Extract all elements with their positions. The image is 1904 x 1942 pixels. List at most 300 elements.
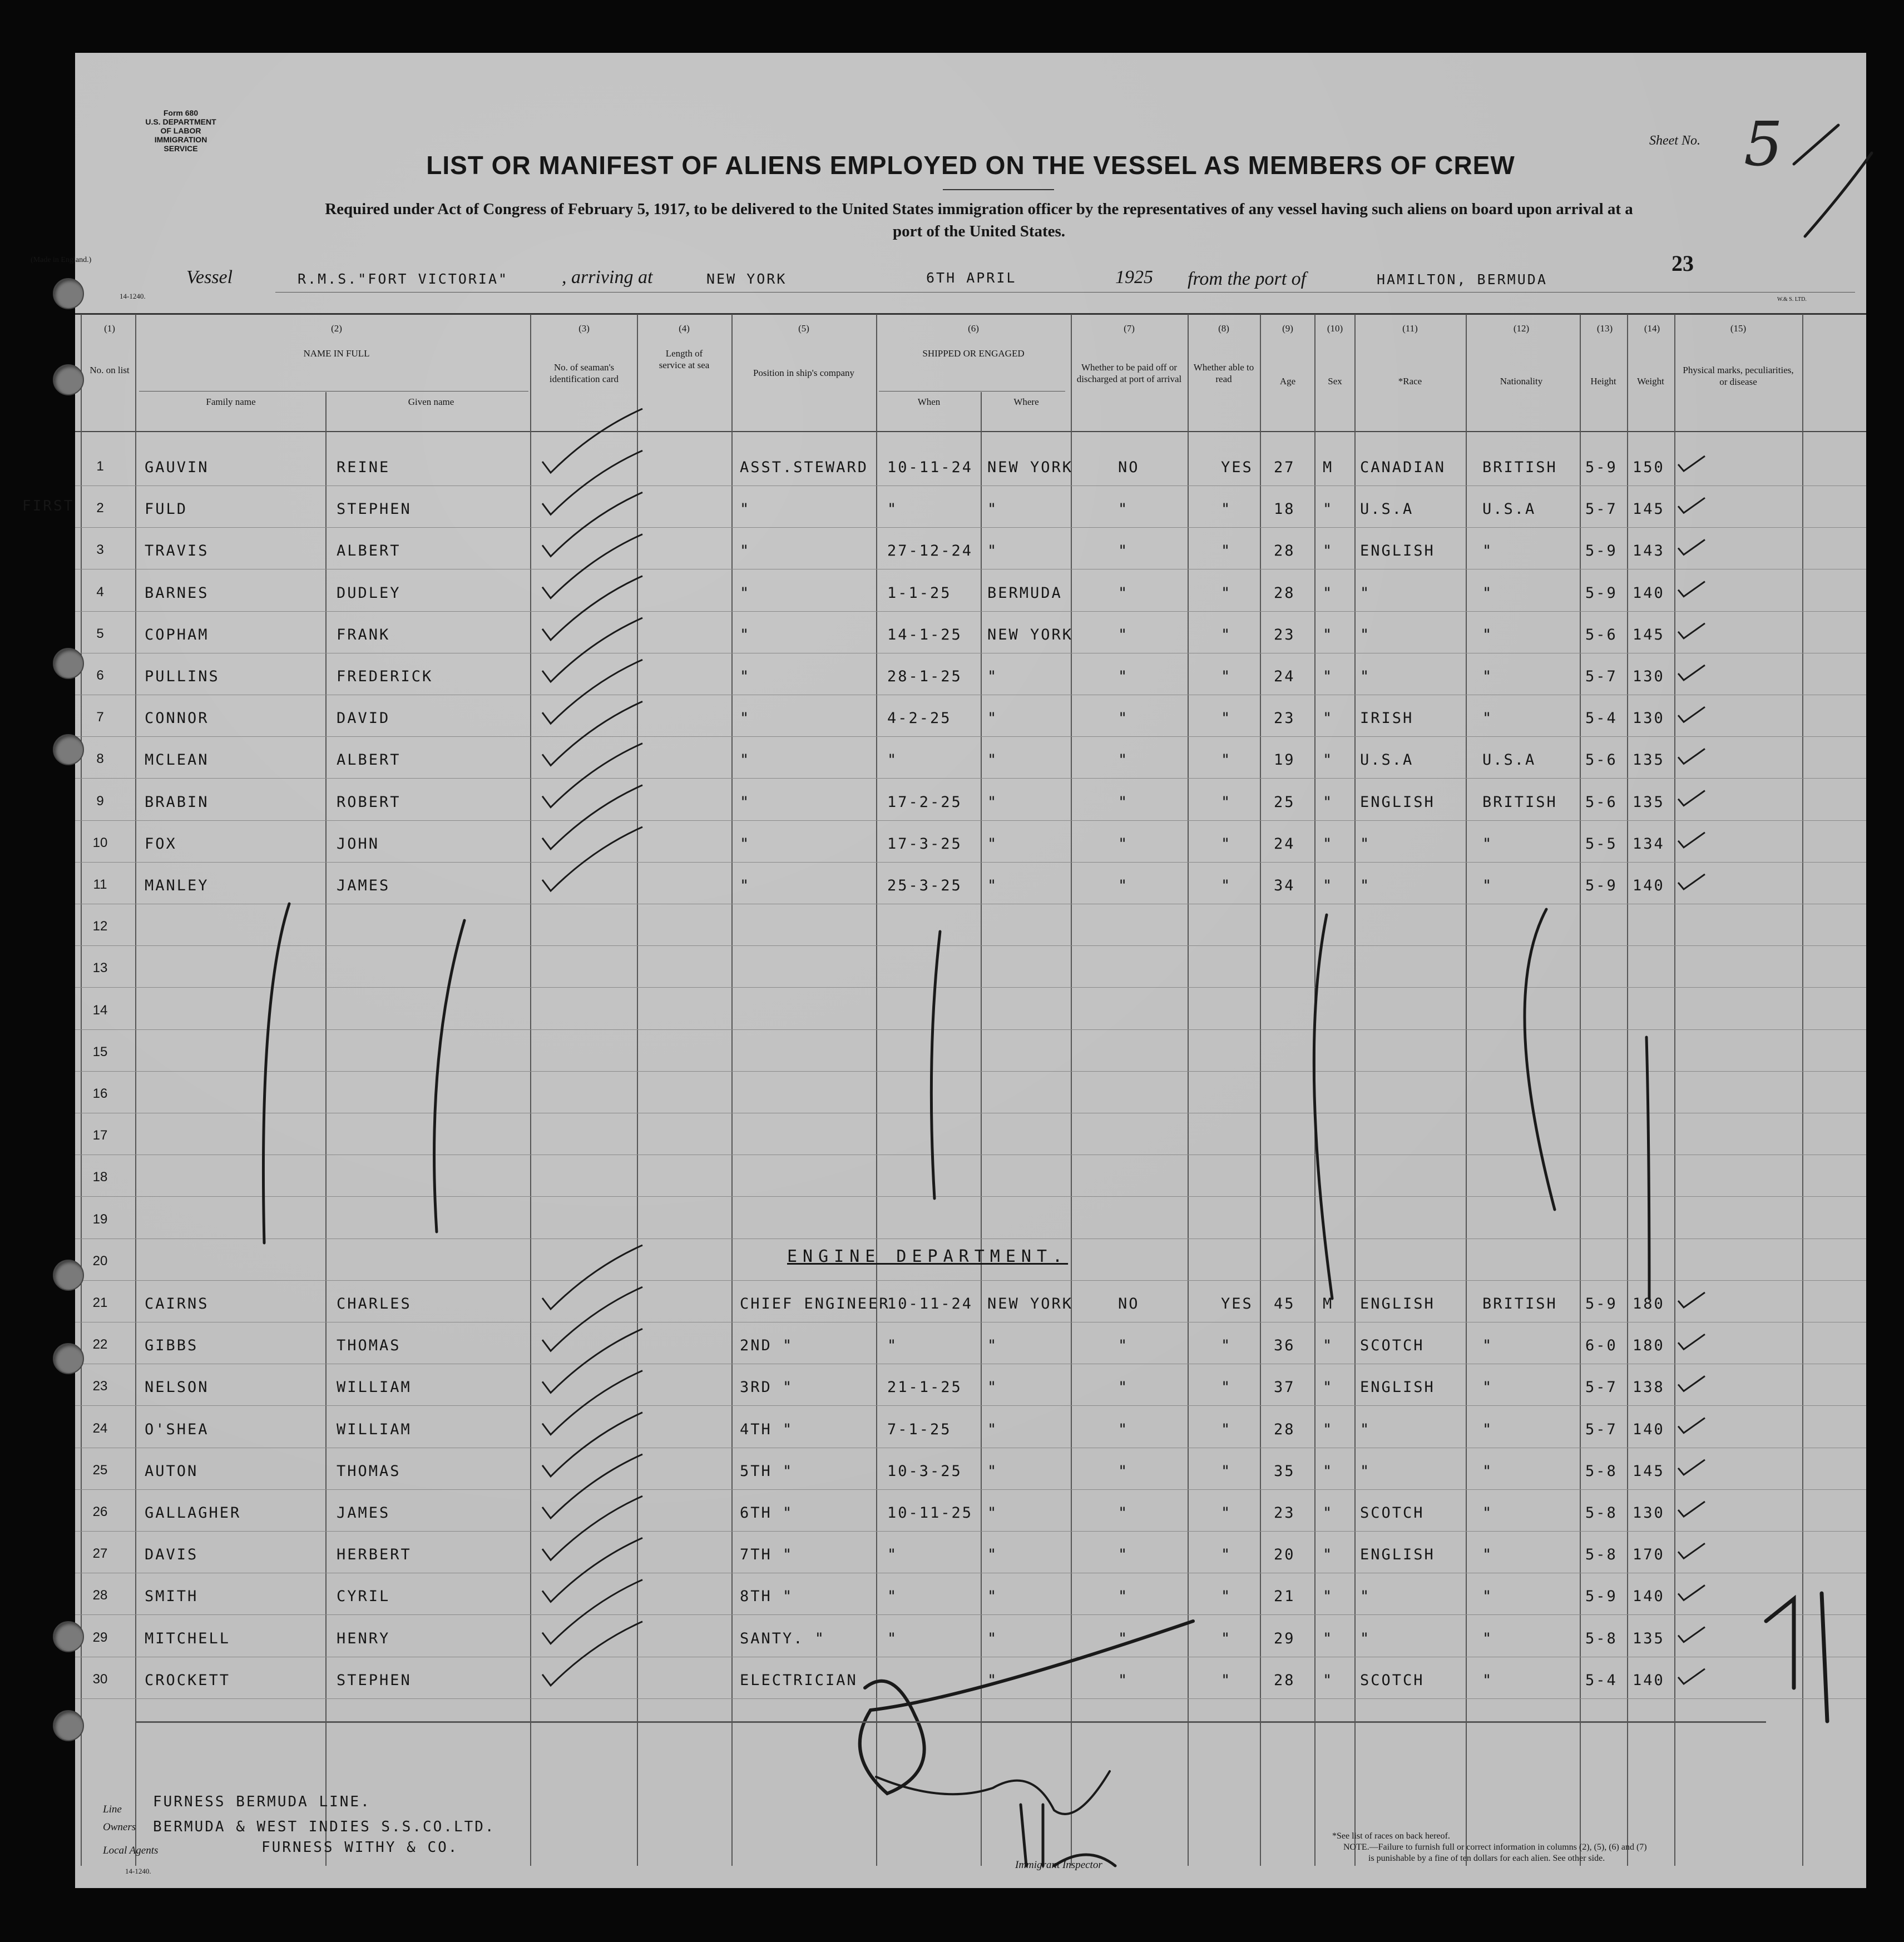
marks-check-mark: [1678, 749, 1705, 764]
race: ": [1360, 835, 1371, 853]
marks-check-mark: [1678, 582, 1705, 597]
shipped-when: 4-2-25: [887, 710, 952, 727]
height: 5-4: [1585, 1671, 1618, 1689]
height: 5-6: [1585, 793, 1618, 811]
row-number: 11: [93, 877, 107, 892]
race: ": [1360, 584, 1371, 602]
col15-label: Physical marks, peculiarities, or disease: [1683, 365, 1794, 387]
able-to-read: ": [1221, 1629, 1232, 1647]
position: ": [740, 501, 751, 518]
col7-num: (7): [1124, 323, 1135, 334]
age: 35: [1274, 1462, 1295, 1480]
col10-label: Sex: [1328, 376, 1342, 387]
given-name: REINE: [337, 459, 390, 476]
weight: 135: [1633, 793, 1665, 811]
paid-off: ": [1118, 1671, 1129, 1689]
paid-off: ": [1118, 1629, 1129, 1647]
able-to-read: ": [1221, 1379, 1232, 1396]
paid-off: ": [1118, 1337, 1129, 1355]
sex: ": [1323, 584, 1334, 602]
sex: ": [1323, 1462, 1334, 1480]
weight: 150: [1633, 459, 1665, 476]
given-name: JOHN: [337, 835, 380, 853]
inspector-signature: [860, 1621, 1193, 1794]
shipped-where: ": [987, 1337, 998, 1355]
height: 5-9: [1585, 459, 1618, 476]
sheet-number-label: Sheet No.: [1649, 133, 1700, 148]
able-to-read: ": [1221, 626, 1232, 643]
able-to-read: ": [1221, 584, 1232, 602]
shipped-where: ": [987, 501, 998, 518]
nationality: ": [1482, 1504, 1493, 1522]
shipped-where: ": [987, 1588, 998, 1606]
sex: ": [1323, 1588, 1334, 1606]
paid-off: ": [1118, 1588, 1129, 1606]
family-name: BARNES: [145, 584, 209, 602]
shipped-where: ": [987, 793, 998, 811]
shipped-where: ": [987, 1420, 998, 1438]
marks-check-mark: [1678, 1585, 1705, 1600]
able-to-read: ": [1221, 793, 1232, 811]
race-note: *See list of races on back hereof.: [1332, 1831, 1450, 1841]
shipped-when: ": [887, 1337, 898, 1355]
form-department: U.S. DEPARTMENT OF LABOR: [145, 117, 216, 135]
shipped-where: BERMUDA: [987, 584, 1062, 602]
arriving-label: , arriving at: [562, 267, 653, 288]
sex: ": [1323, 835, 1334, 853]
height: 5-9: [1585, 1295, 1618, 1312]
paid-off: ": [1118, 1504, 1129, 1522]
form-number: Form 680: [163, 108, 199, 117]
shipped-where: ": [987, 1629, 998, 1647]
sex: M: [1323, 459, 1334, 476]
weight: 130: [1633, 668, 1665, 685]
id-check-mark: [542, 1454, 642, 1518]
family-name: CAIRNS: [145, 1295, 209, 1312]
able-to-read: ": [1221, 1420, 1232, 1438]
given-name: CHARLES: [337, 1295, 412, 1312]
sheet-slash-mark: [1794, 125, 1838, 164]
row-number: 15: [92, 1044, 108, 1059]
row-number: 23: [92, 1379, 108, 1394]
given-name: THOMAS: [337, 1337, 401, 1355]
age: 18: [1274, 501, 1295, 518]
col6-sub-when: When: [917, 397, 941, 407]
able-to-read: ": [1221, 542, 1232, 560]
col1-num: (1): [104, 323, 115, 334]
age: 24: [1274, 835, 1295, 853]
family-name: GAUVIN: [145, 459, 209, 476]
paid-off: ": [1118, 1420, 1129, 1438]
shipped-when: 28-1-25: [887, 668, 962, 685]
shipped-when: ": [887, 1588, 898, 1606]
weight: 170: [1633, 1546, 1665, 1564]
height: 5-7: [1585, 501, 1618, 518]
height: 5-8: [1585, 1504, 1618, 1522]
height: 5-7: [1585, 1379, 1618, 1396]
age: 23: [1274, 710, 1295, 727]
nationality: ": [1482, 1671, 1493, 1689]
position: ELECTRICIAN: [740, 1671, 858, 1689]
given-name: JAMES: [337, 877, 390, 894]
height: 6-0: [1585, 1337, 1618, 1355]
race: ENGLISH: [1360, 1295, 1435, 1312]
shipped-when: 10-11-25: [887, 1504, 973, 1522]
bottom-rule: [136, 1721, 1766, 1723]
subtitle-line2: port of the United States.: [892, 222, 1066, 240]
shipped-when: 7-1-25: [887, 1420, 952, 1438]
id-check-mark: [542, 701, 642, 765]
race: IRISH: [1360, 710, 1414, 727]
nationality: ": [1482, 835, 1493, 853]
able-to-read: ": [1221, 501, 1232, 518]
nationality: ": [1482, 584, 1493, 602]
id-check-mark: [542, 1580, 642, 1644]
given-name: JAMES: [337, 1504, 390, 1522]
given-name: ALBERT: [337, 751, 401, 769]
sex: M: [1323, 1295, 1334, 1312]
family-name: FOX: [145, 835, 177, 853]
position: 6TH ": [740, 1504, 794, 1522]
age: 28: [1274, 542, 1295, 560]
marks-check-mark: [1678, 1669, 1705, 1684]
race: ENGLISH: [1360, 793, 1435, 811]
sex: ": [1323, 710, 1334, 727]
nationality: ": [1482, 542, 1493, 560]
nationality: ": [1482, 668, 1493, 685]
col7-label: Whether to be paid off or discharged at port of arrival: [1076, 362, 1182, 384]
height: 5-8: [1585, 1629, 1618, 1647]
nationality: ": [1482, 1337, 1493, 1355]
col11-label: *Race: [1398, 376, 1422, 387]
age: 20: [1274, 1546, 1295, 1564]
age: 27: [1274, 459, 1295, 476]
race: CANADIAN: [1360, 459, 1446, 476]
age: 37: [1274, 1379, 1295, 1396]
height: 5-6: [1585, 626, 1618, 643]
nationality: ": [1482, 710, 1493, 727]
row-number: 12: [92, 919, 108, 934]
paid-off: ": [1118, 751, 1129, 769]
race: SCOTCH: [1360, 1504, 1425, 1522]
family-name: MITCHELL: [145, 1629, 231, 1647]
row-number: 4: [96, 584, 104, 600]
id-check-mark: [542, 618, 642, 682]
shipped-when: 10-3-25: [887, 1462, 962, 1480]
sex: ": [1323, 877, 1334, 894]
shipped-where: NEW YORK: [987, 459, 1074, 476]
id-check-mark: [542, 1371, 642, 1435]
marks-check-mark: [1678, 1543, 1705, 1558]
height: 5-9: [1585, 584, 1618, 602]
shipped-when: ": [887, 1629, 898, 1647]
from-port-label: from the port of: [1188, 269, 1307, 289]
id-check-mark: [542, 660, 642, 724]
age: 45: [1274, 1295, 1295, 1312]
nationality: BRITISH: [1482, 793, 1557, 811]
col15-num: (15): [1730, 323, 1747, 334]
age: 34: [1274, 877, 1295, 894]
nationality: ": [1482, 1379, 1493, 1396]
marks-check-mark: [1678, 1460, 1705, 1475]
shipped-when: ": [887, 1546, 898, 1564]
able-to-read: ": [1221, 1337, 1232, 1355]
row-number: 25: [92, 1462, 108, 1478]
weight: 143: [1633, 542, 1665, 560]
able-to-read: ": [1221, 751, 1232, 769]
id-check-mark: [542, 450, 642, 514]
able-to-read: ": [1221, 835, 1232, 853]
marks-check-mark: [1678, 539, 1705, 554]
col10-num: (10): [1327, 323, 1343, 334]
id-check-mark: [542, 1413, 642, 1477]
row-number: 14: [92, 1002, 108, 1018]
weight: 140: [1633, 1588, 1665, 1606]
given-name: THOMAS: [337, 1462, 401, 1480]
weight: 140: [1633, 1671, 1665, 1689]
footer-note: NOTE.—Failure to furnish full or correct information in columns (2), (5), (6) and (7): [1343, 1842, 1647, 1852]
shipped-when: 10-11-24: [887, 459, 973, 476]
marks-check-mark: [1678, 623, 1705, 638]
sex: ": [1323, 1379, 1334, 1396]
paid-off: ": [1118, 542, 1129, 560]
shipped-when: 27-12-24: [887, 542, 973, 560]
age: 21: [1274, 1588, 1295, 1606]
id-check-mark: [542, 1287, 642, 1351]
row-number: 24: [92, 1420, 108, 1436]
row-number: 10: [92, 835, 108, 850]
weight: 130: [1633, 1504, 1665, 1522]
col4-num: (4): [679, 323, 690, 334]
given-name: STEPHEN: [337, 501, 412, 518]
col6-sub-where: Where: [1013, 397, 1039, 407]
nationality: ": [1482, 626, 1493, 643]
made-in-label: (Made in England.): [31, 256, 92, 264]
row-number: 5: [96, 626, 104, 641]
weight: 140: [1633, 1420, 1665, 1438]
sex: ": [1323, 668, 1334, 685]
race: ": [1360, 1462, 1371, 1480]
id-check-mark: [542, 827, 642, 891]
col9-label: Age: [1279, 376, 1296, 387]
col5-num: (5): [798, 323, 809, 334]
race: ENGLISH: [1360, 1379, 1435, 1396]
subtitle-line1: Required under Act of Congress of February 5, 1917, to be delivered to the United States immigration officer by the representatives of any vessel having such aliens on board upon arrival at a: [325, 200, 1633, 218]
inspector-label: Immigrant Inspector: [1015, 1859, 1102, 1871]
section-heading: ENGINE DEPARTMENT.: [787, 1246, 1069, 1266]
shipped-where: NEW YORK: [987, 626, 1074, 643]
row-number: 19: [92, 1211, 108, 1227]
col3-num: (3): [578, 323, 590, 334]
row-number: 7: [96, 710, 104, 725]
position: 5TH ": [740, 1462, 794, 1480]
nationality: ": [1482, 1546, 1493, 1564]
given-name: ROBERT: [337, 793, 401, 811]
row-number: 3: [96, 542, 104, 558]
footer-code: 14-1240.: [125, 1867, 151, 1875]
marks-check-mark: [1678, 1627, 1705, 1642]
shipped-when: 1-1-25: [887, 584, 952, 602]
race: ": [1360, 877, 1371, 894]
row-number: 2: [96, 501, 104, 516]
position: 7TH ": [740, 1546, 794, 1564]
given-name: STEPHEN: [337, 1671, 412, 1689]
age: 19: [1274, 751, 1295, 769]
family-name: FULD: [145, 501, 188, 518]
position: ": [740, 835, 751, 853]
given-name: HENRY: [337, 1629, 390, 1647]
col5-label: Position in ship's company: [753, 368, 855, 378]
weight: 180: [1633, 1295, 1665, 1312]
shipped-where: ": [987, 1504, 998, 1522]
marks-check-mark: [1678, 1376, 1705, 1391]
check-marks: [542, 409, 1705, 1686]
nationality: ": [1482, 877, 1493, 894]
row-number: 20: [92, 1253, 108, 1269]
position: ": [740, 793, 751, 811]
paid-off: NO: [1118, 459, 1140, 476]
able-to-read: ": [1221, 668, 1232, 685]
sex: ": [1323, 1504, 1334, 1522]
marks-check-mark: [1678, 456, 1705, 471]
arrival-date: 6TH APRIL: [926, 270, 1017, 286]
position: ": [740, 542, 751, 560]
family-name: GALLAGHER: [145, 1504, 241, 1522]
paid-off: ": [1118, 793, 1129, 811]
row-number: 22: [92, 1337, 108, 1353]
col11-num: (11): [1402, 323, 1418, 334]
sex: ": [1323, 626, 1334, 643]
height: 5-9: [1585, 542, 1618, 560]
age: 28: [1274, 584, 1295, 602]
family-name: MANLEY: [145, 877, 209, 894]
position: ": [740, 877, 751, 894]
age: 24: [1274, 668, 1295, 685]
weight: 145: [1633, 501, 1665, 518]
id-check-mark: [542, 1329, 642, 1393]
weight: 145: [1633, 626, 1665, 643]
footer-agents-label: Local Agents: [103, 1845, 159, 1856]
row-number: 29: [92, 1629, 108, 1645]
col4-label: Length of service at sea: [659, 348, 710, 370]
sex: ": [1323, 1337, 1334, 1355]
paid-off: ": [1118, 1379, 1129, 1396]
position: 8TH ": [740, 1588, 794, 1606]
col8-label: Whether able to read: [1193, 362, 1254, 384]
marks-check-mark: [1678, 874, 1705, 889]
col14-label: Weight: [1637, 376, 1664, 387]
marks-check-mark: [1678, 833, 1705, 848]
paid-off: NO: [1118, 1295, 1140, 1312]
row-number: 16: [92, 1086, 108, 1101]
id-check-mark: [542, 534, 642, 598]
position: ASST.STEWARD: [740, 459, 869, 476]
id-check-mark: [542, 492, 642, 556]
from-port: HAMILTON, BERMUDA: [1377, 271, 1547, 288]
sex: ": [1323, 1420, 1334, 1438]
footer-line: FURNESS BERMUDA LINE.: [153, 1794, 371, 1810]
race: ": [1360, 1420, 1371, 1438]
arrival-port: NEW YORK: [706, 271, 787, 287]
race: ENGLISH: [1360, 542, 1435, 560]
vessel-name: R.M.S."FORT VICTORIA": [298, 271, 509, 287]
age: 28: [1274, 1420, 1295, 1438]
shipped-where: ": [987, 1462, 998, 1480]
footer-owners: BERMUDA & WEST INDIES S.S.CO.LTD.: [153, 1819, 496, 1835]
nationality: BRITISH: [1482, 459, 1557, 476]
race: SCOTCH: [1360, 1671, 1425, 1689]
shipped-when: 25-3-25: [887, 877, 962, 894]
sex: ": [1323, 501, 1334, 518]
sex: ": [1323, 1671, 1334, 1689]
given-name: ALBERT: [337, 542, 401, 560]
family-name: AUTON: [145, 1462, 199, 1480]
ditto-bracket: [263, 904, 289, 1243]
id-check-mark: [542, 1496, 642, 1560]
handwriting-layer: [75, 53, 1866, 1888]
family-name: SMITH: [145, 1588, 199, 1606]
age: 23: [1274, 1504, 1295, 1522]
able-to-read: ": [1221, 1462, 1232, 1480]
id-check-mark: [542, 744, 642, 807]
nationality: U.S.A: [1482, 501, 1536, 518]
col9-num: (9): [1282, 323, 1293, 334]
able-to-read: YES: [1221, 459, 1253, 476]
sex: ": [1323, 542, 1334, 560]
height: 5-5: [1585, 835, 1618, 853]
family-name: COPHAM: [145, 626, 209, 643]
row-number: 13: [92, 960, 108, 976]
paid-off: ": [1118, 1462, 1129, 1480]
row-number: 26: [92, 1504, 108, 1519]
shipped-when: ": [887, 501, 898, 518]
shipped-where: ": [987, 877, 998, 894]
paid-off: ": [1118, 877, 1129, 894]
col2-sub-given: Given name: [408, 397, 454, 407]
row-number: 9: [96, 793, 104, 809]
shipped-where: ": [987, 710, 998, 727]
sex: ": [1323, 1546, 1334, 1564]
row-number: 6: [96, 668, 104, 683]
shipped-when: 17-2-25: [887, 793, 962, 811]
paid-off: ": [1118, 626, 1129, 643]
position: SANTY. ": [740, 1629, 826, 1647]
shipped-where: ": [987, 668, 998, 685]
col2-sub-family: Family name: [206, 397, 256, 407]
height: 5-8: [1585, 1462, 1618, 1480]
paid-off: ": [1118, 584, 1129, 602]
form-service: IMMIGRATION SERVICE: [154, 135, 207, 153]
shipped-where: NEW YORK: [987, 1295, 1074, 1312]
col1-label: No. on list: [90, 365, 130, 375]
age: 36: [1274, 1337, 1295, 1355]
nationality: ": [1482, 1420, 1493, 1438]
height: 5-8: [1585, 1546, 1618, 1564]
marks-check-mark: [1678, 1502, 1705, 1517]
position: ": [740, 751, 751, 769]
shipped-when: 21-1-25: [887, 1379, 962, 1396]
col2-label: NAME IN FULL: [303, 348, 370, 359]
footer-owners-label: Owners: [103, 1821, 136, 1833]
id-check-mark: [542, 1245, 642, 1309]
height: 5-7: [1585, 668, 1618, 685]
marks-check-mark: [1678, 1334, 1705, 1349]
position: ": [740, 584, 751, 602]
paid-off: ": [1118, 501, 1129, 518]
paid-off: ": [1118, 710, 1129, 727]
shipped-when: 10-11-24: [887, 1295, 973, 1312]
col14-num: (14): [1644, 323, 1660, 334]
